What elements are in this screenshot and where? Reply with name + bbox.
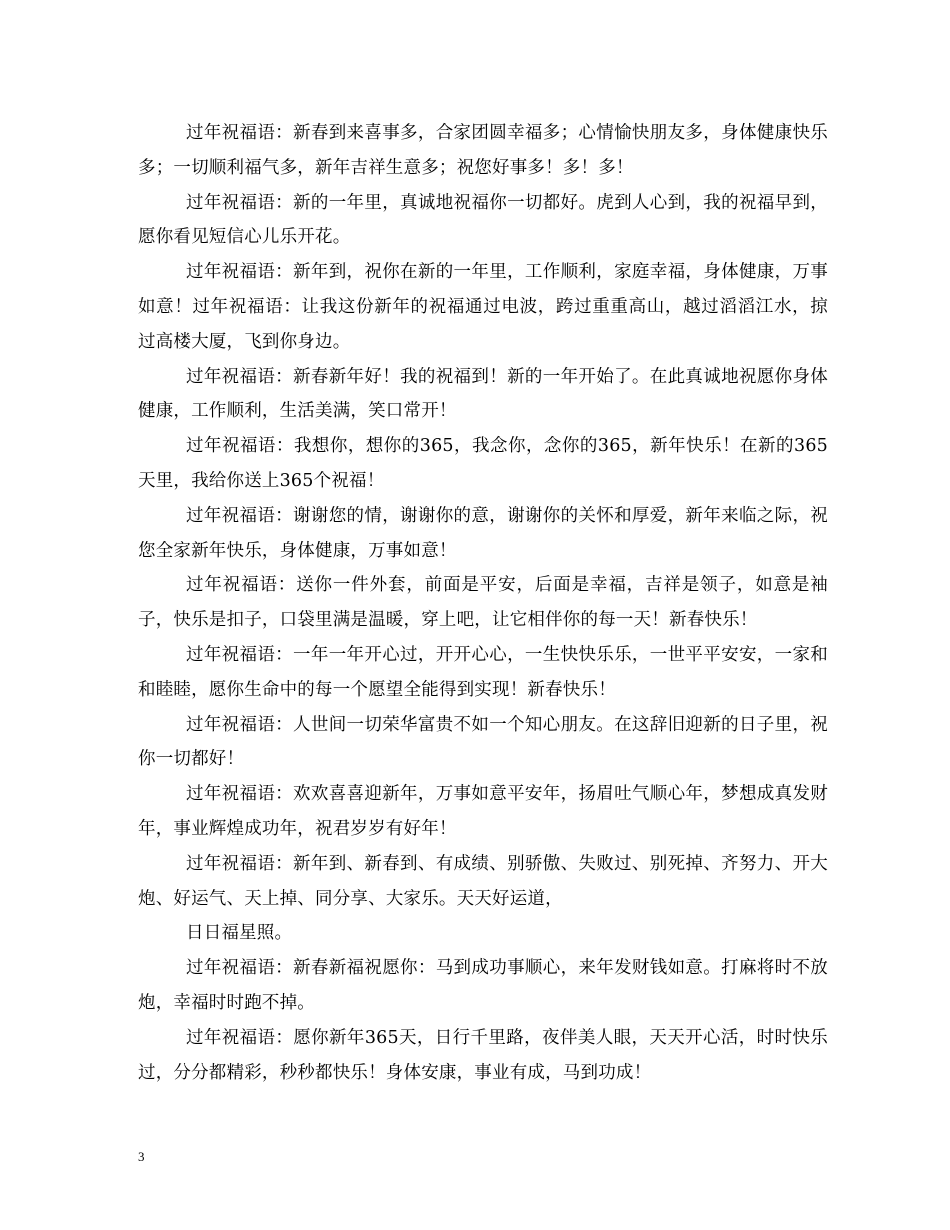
paragraph: 过年祝福语：新的一年里，真诚地祝福你一切都好。虎到人心到，我的祝福早到，愿你看见短信心儿乐开花。 xyxy=(138,192,828,248)
paragraph: 过年祝福语：送你一件外套，前面是平安，后面是幸福，吉祥是领子，如意是袖子，快乐是扣子，口袋里满是温暖，穿上吧，让它相伴你的每一天！新春快乐！ xyxy=(138,575,828,631)
document-body xyxy=(138,116,828,1090)
paragraph: 过年祝福语：谢谢您的情，谢谢你的意，谢谢你的关怀和厚爱，新年来临之际，祝您全家新年快乐，身体健康，万事如意！ xyxy=(138,505,828,561)
paragraph: 日日福星照。 xyxy=(186,923,293,944)
page-number: 3 xyxy=(138,1149,145,1164)
paragraph: 过年祝福语：新春新年好！我的祝福到！新的一年开始了。在此真诚地祝愿你身体健康，工作顺利，生活美满，笑口常开！ xyxy=(138,366,828,422)
paragraph: 过年祝福语：我想你，想你的365，我念你，念你的365，新年快乐！在新的365天里，我给你送上365个祝福！ xyxy=(138,436,828,491)
paragraph: 过年祝福语：新春到来喜事多，合家团圆幸福多；心情愉快朋友多，身体健康快乐多；一切顺利福气多，新年吉祥生意多；祝您好事多！多！多！ xyxy=(138,123,828,178)
paragraph: 过年祝福语：欢欢喜喜迎新年，万事如意平安年，扬眉吐气顺心年，梦想成真发财年，事业辉煌成功年，祝君岁岁有好年！ xyxy=(138,784,828,839)
paragraph: 过年祝福语：新年到、新春到、有成绩、别骄傲、失败过、别死掉、齐努力、开大炮、好运气、天上掉、同分享、大家乐。天天好运道， xyxy=(138,853,828,909)
paragraph: 过年祝福语：愿你新年365天，日行千里路，夜伴美人眼，天天开心活，时时快乐过，分分都精彩，秒秒都快乐！身体安康，事业有成，马到功成！ xyxy=(138,1027,828,1083)
paragraph: 过年祝福语：一年一年开心过，开开心心，一生快快乐乐，一世平平安安，一家和和睦睦，愿你生命中的每一个愿望全能得到实现！新春快乐！ xyxy=(138,644,828,700)
paragraph: 过年祝福语：新年到，祝你在新的一年里，工作顺利，家庭幸福，身体健康，万事如意！过年祝福语：让我这份新年的祝福通过电波，跨过重重高山，越过滔滔江水，掠过高楼大厦，飞到你身边。 xyxy=(138,262,828,352)
paragraph: 过年祝福语：新春新福祝愿你：马到成功事顺心，来年发财钱如意。打麻将时不放炮，幸福时时跑不掉。 xyxy=(138,958,828,1013)
paragraph: 过年祝福语：人世间一切荣华富贵不如一个知心朋友。在这辞旧迎新的日子里，祝你一切都好！ xyxy=(138,714,828,770)
